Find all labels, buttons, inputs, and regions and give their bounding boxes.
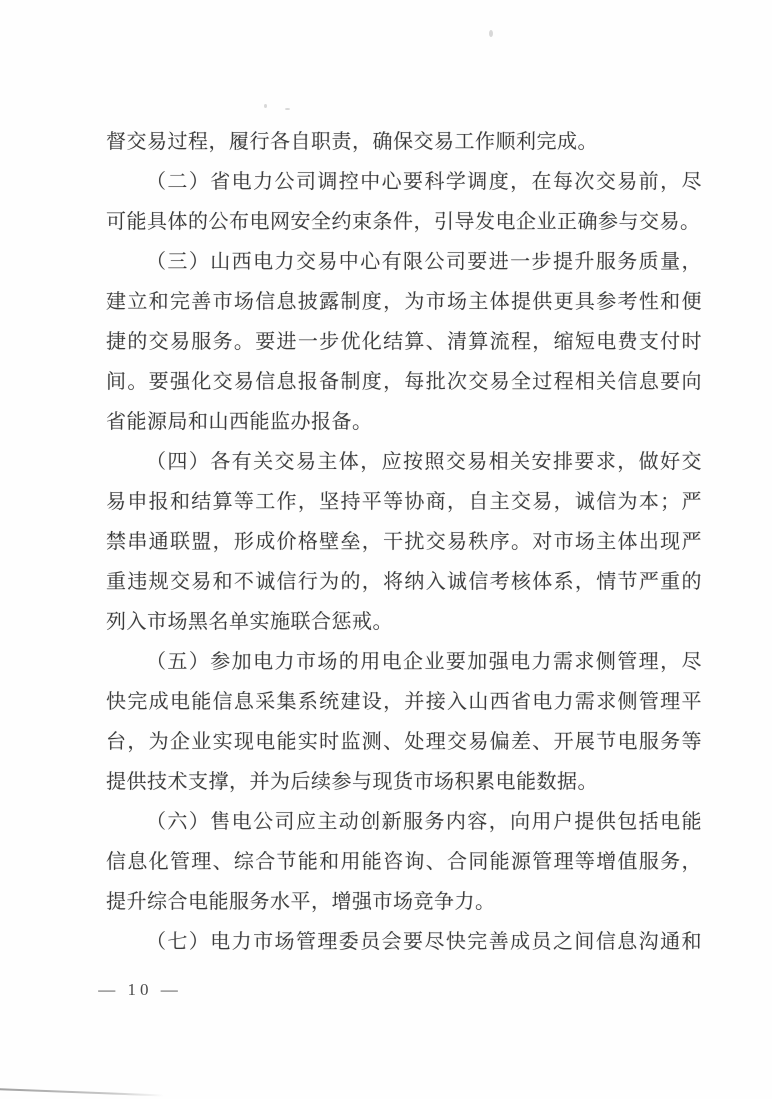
text-line: 可能具体的公布电网安全约束条件，引导发电企业正确参与交易。 [106,211,701,233]
text-line: 提供技术支撑，并为后续参与现货市场积累电能数据。 [106,771,598,793]
text-line: 省能源局和山西能监办报备。 [106,411,373,433]
text-line: （二）省电力公司调控中心要科学调度，在每次交易前，尽 [146,171,702,193]
text-line: （三）山西电力交易中心有限公司要进一步提升服务质量， [146,251,702,273]
scan-speck [264,104,267,108]
scan-speck [489,30,493,37]
text-line: 督交易过程，履行各自职责，确保交易工作顺利完成。 [106,131,598,153]
paragraph [106,122,702,162]
page-number: — 10 — [98,980,182,999]
text-line: 易申报和结算等工作，坚持平等协商，自主交易，诚信为本；严 [106,491,702,513]
text-line: 提升综合电能服务水平，增强市场竞争力。 [106,891,496,913]
paragraph [106,242,702,442]
text-line: 间。要强化交易信息报备制度，每批次交易全过程相关信息要向 [106,371,702,393]
paragraph [106,642,702,802]
text-line: 重违规交易和不诚信行为的，将纳入诚信考核体系，情节严重的 [106,571,702,593]
scan-artifact-line [0,1088,164,1096]
text-line: 信息化管理、综合节能和用能咨询、合同能源管理等增值服务， [106,851,702,873]
paragraph [106,802,702,922]
text-line: 台，为企业实现电能实时监测、处理交易偏差、开展节电服务等 [106,731,702,753]
text-line: （五）参加电力市场的用电企业要加强电力需求侧管理，尽 [146,651,702,673]
paragraph [106,442,702,642]
body-text [106,122,702,962]
text-line: （六）售电公司应主动创新服务内容，向用户提供包括电能 [146,811,702,833]
scan-speck [285,108,290,110]
text-line: 快完成电能信息采集系统建设，并接入山西省电力需求侧管理平 [106,691,702,713]
text-line: （七）电力市场管理委员会要尽快完善成员之间信息沟通和 [146,931,702,953]
text-line: 捷的交易服务。要进一步优化结算、清算流程，缩短电费支付时 [106,331,702,353]
text-line: 禁串通联盟，形成价格壁垒，干扰交易秩序。对市场主体出现严 [106,531,702,553]
text-line: （四）各有关交易主体，应按照交易相关安排要求，做好交 [146,451,702,473]
paragraph [106,922,702,962]
paragraph [106,162,702,242]
text-line: 列入市场黑名单实施联合惩戒。 [106,611,393,633]
text-line: 建立和完善市场信息披露制度，为市场主体提供更具参考性和便 [106,291,702,313]
